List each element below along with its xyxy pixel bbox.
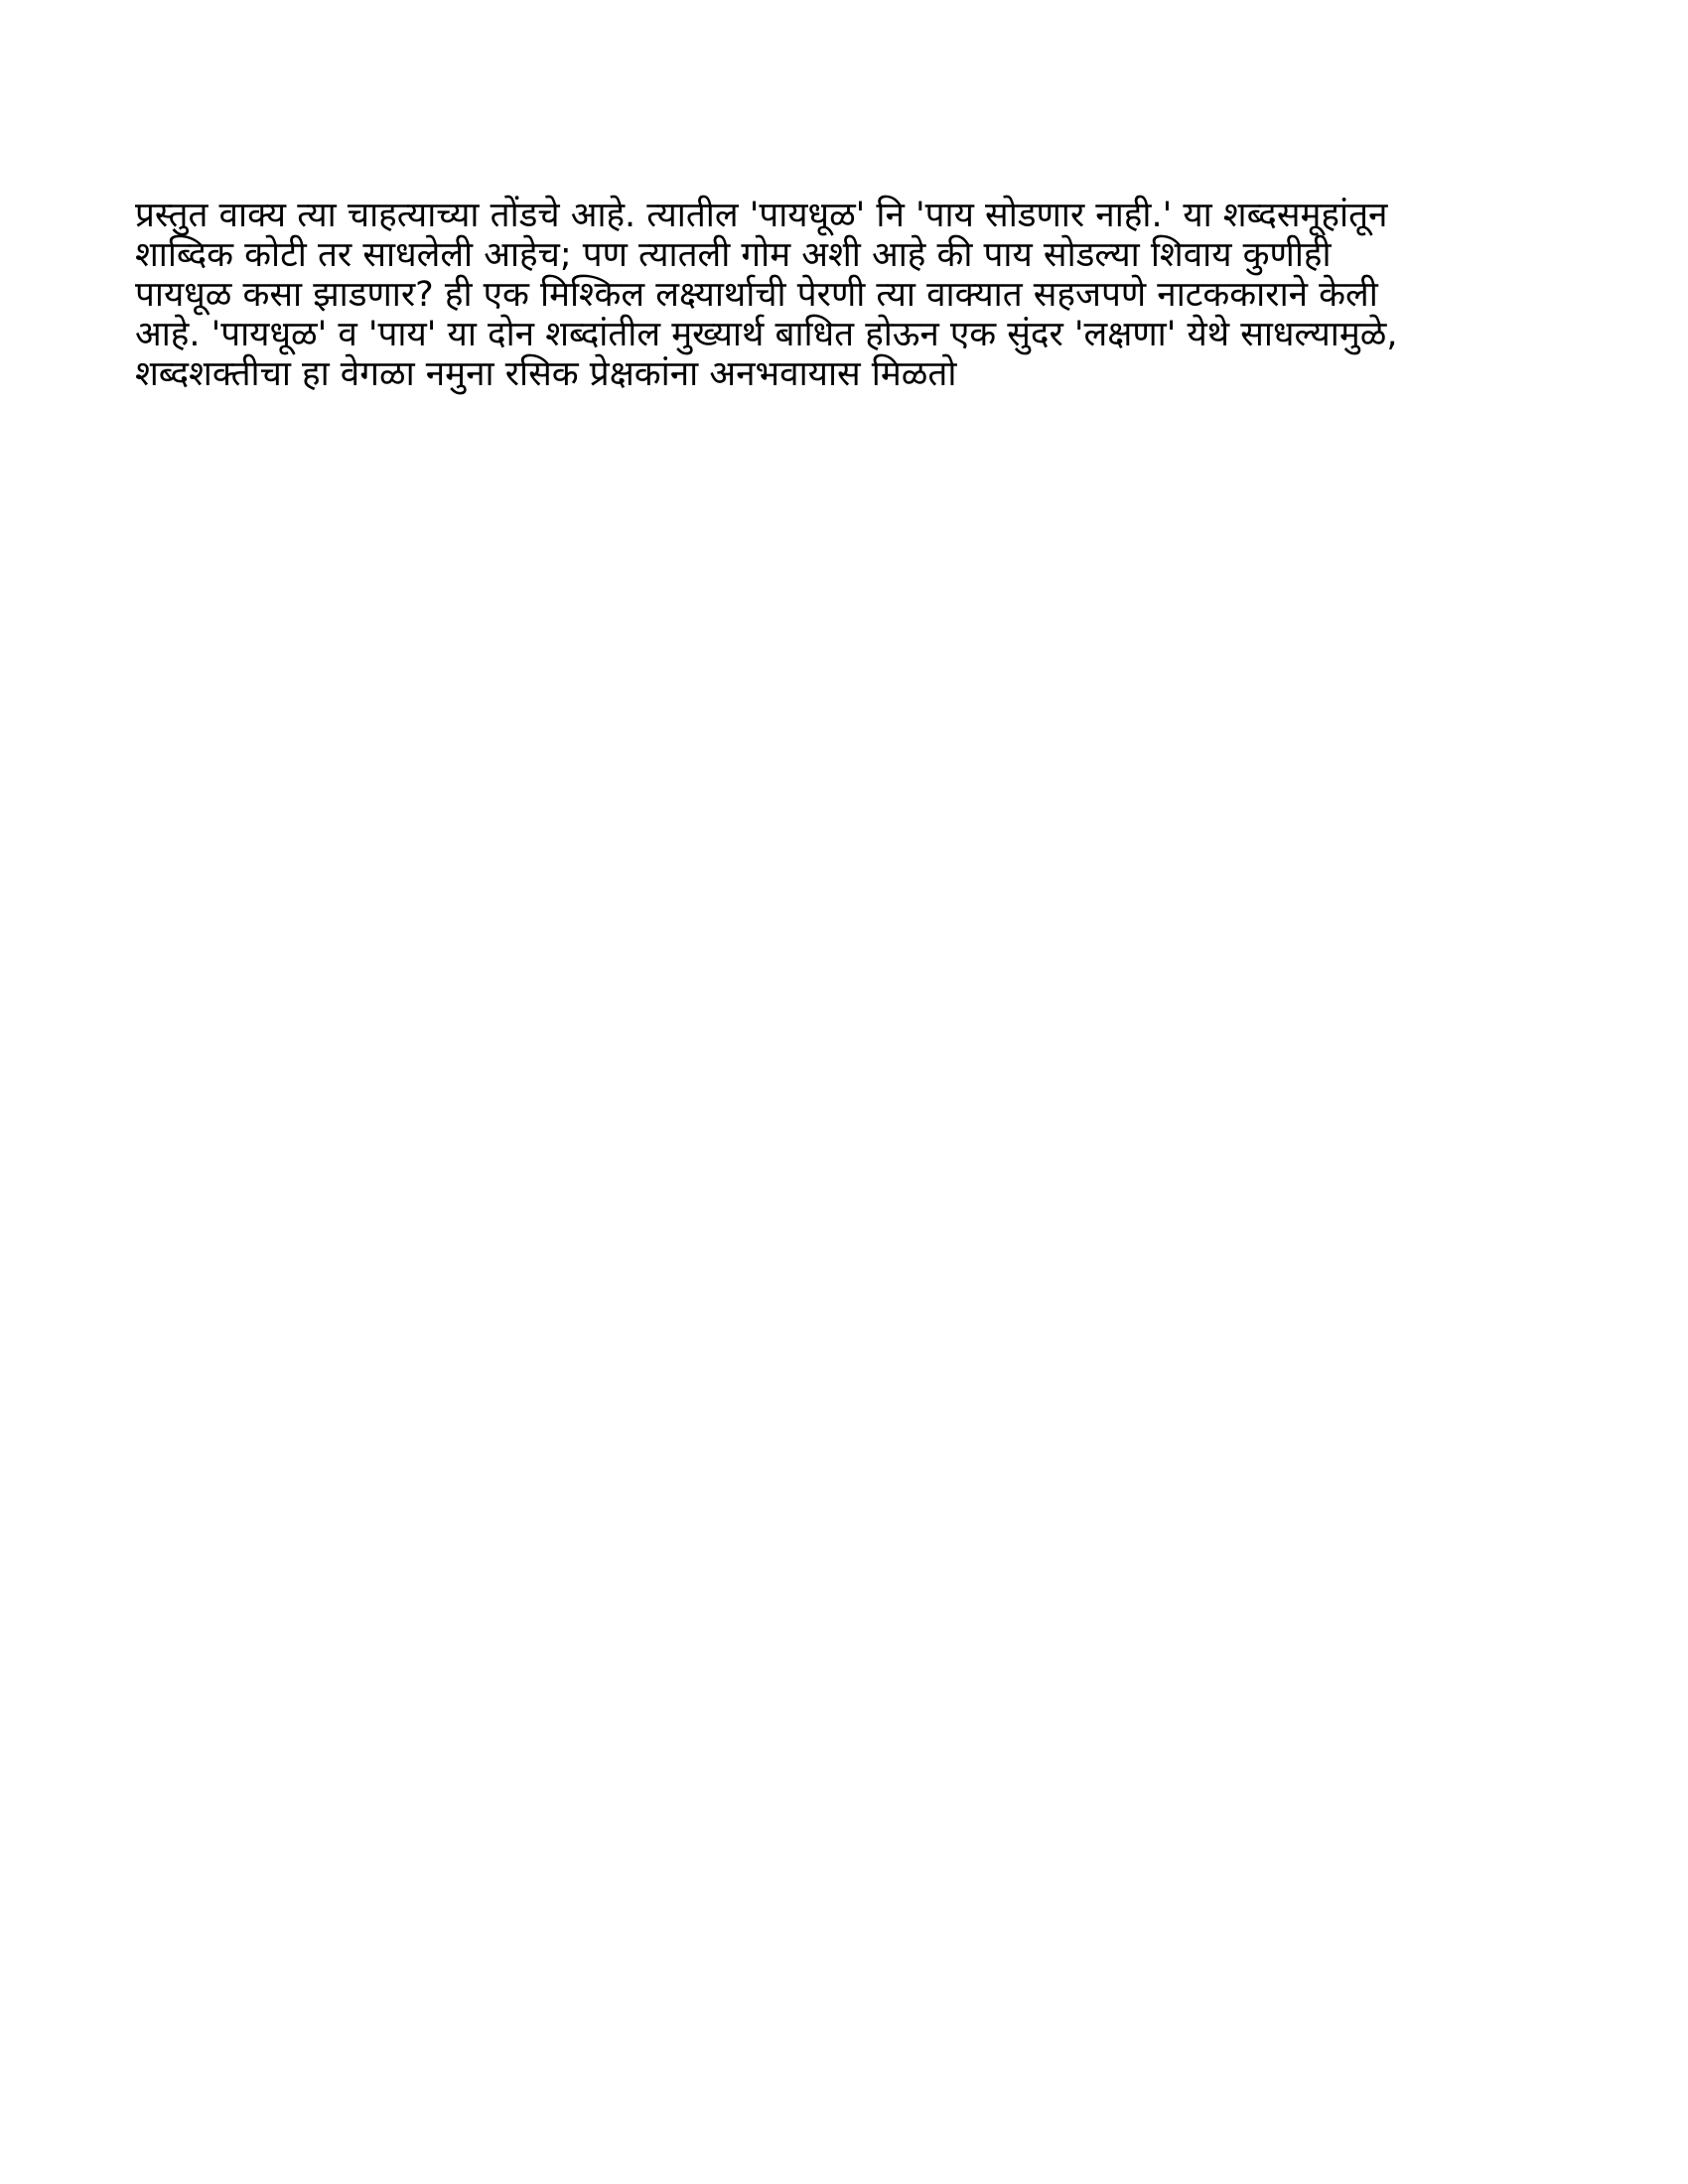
paragraph-line-3: पायधूळ कसा झाडणार? ही एक मिश्किल लक्ष्यार्थाची पेरणी त्या वाक्यात सहजपणे नाटककाराने केली — [135, 275, 1378, 315]
paragraph-line-4: आहे. 'पायधूळ' व 'पाय' या दोन शब्दांतील मुख्यार्थ बाधित होऊन एक सुंदर 'लक्षणा' येथे साधल्यामुळे, — [135, 315, 1398, 354]
body-paragraph — [135, 196, 1565, 394]
paragraph-line-2: शाब्दिक कोटी तर साधलेली आहेच; पण त्यातली गोम अशी आहे की पाय सोडल्या शिवाय कुणीही — [135, 235, 1332, 275]
paragraph-line-5: शब्दशक्तीचा हा वेगळा नमुना रसिक प्रेक्षकांना अनभवायास मिळतो — [135, 354, 957, 394]
paragraph-line-1: प्रस्तुत वाक्य त्या चाहत्याच्या तोंडचे आहे. त्यातील 'पायधूळ' नि 'पाय सोडणार नाही.' या शब्दसमूहांतून — [135, 196, 1388, 235]
